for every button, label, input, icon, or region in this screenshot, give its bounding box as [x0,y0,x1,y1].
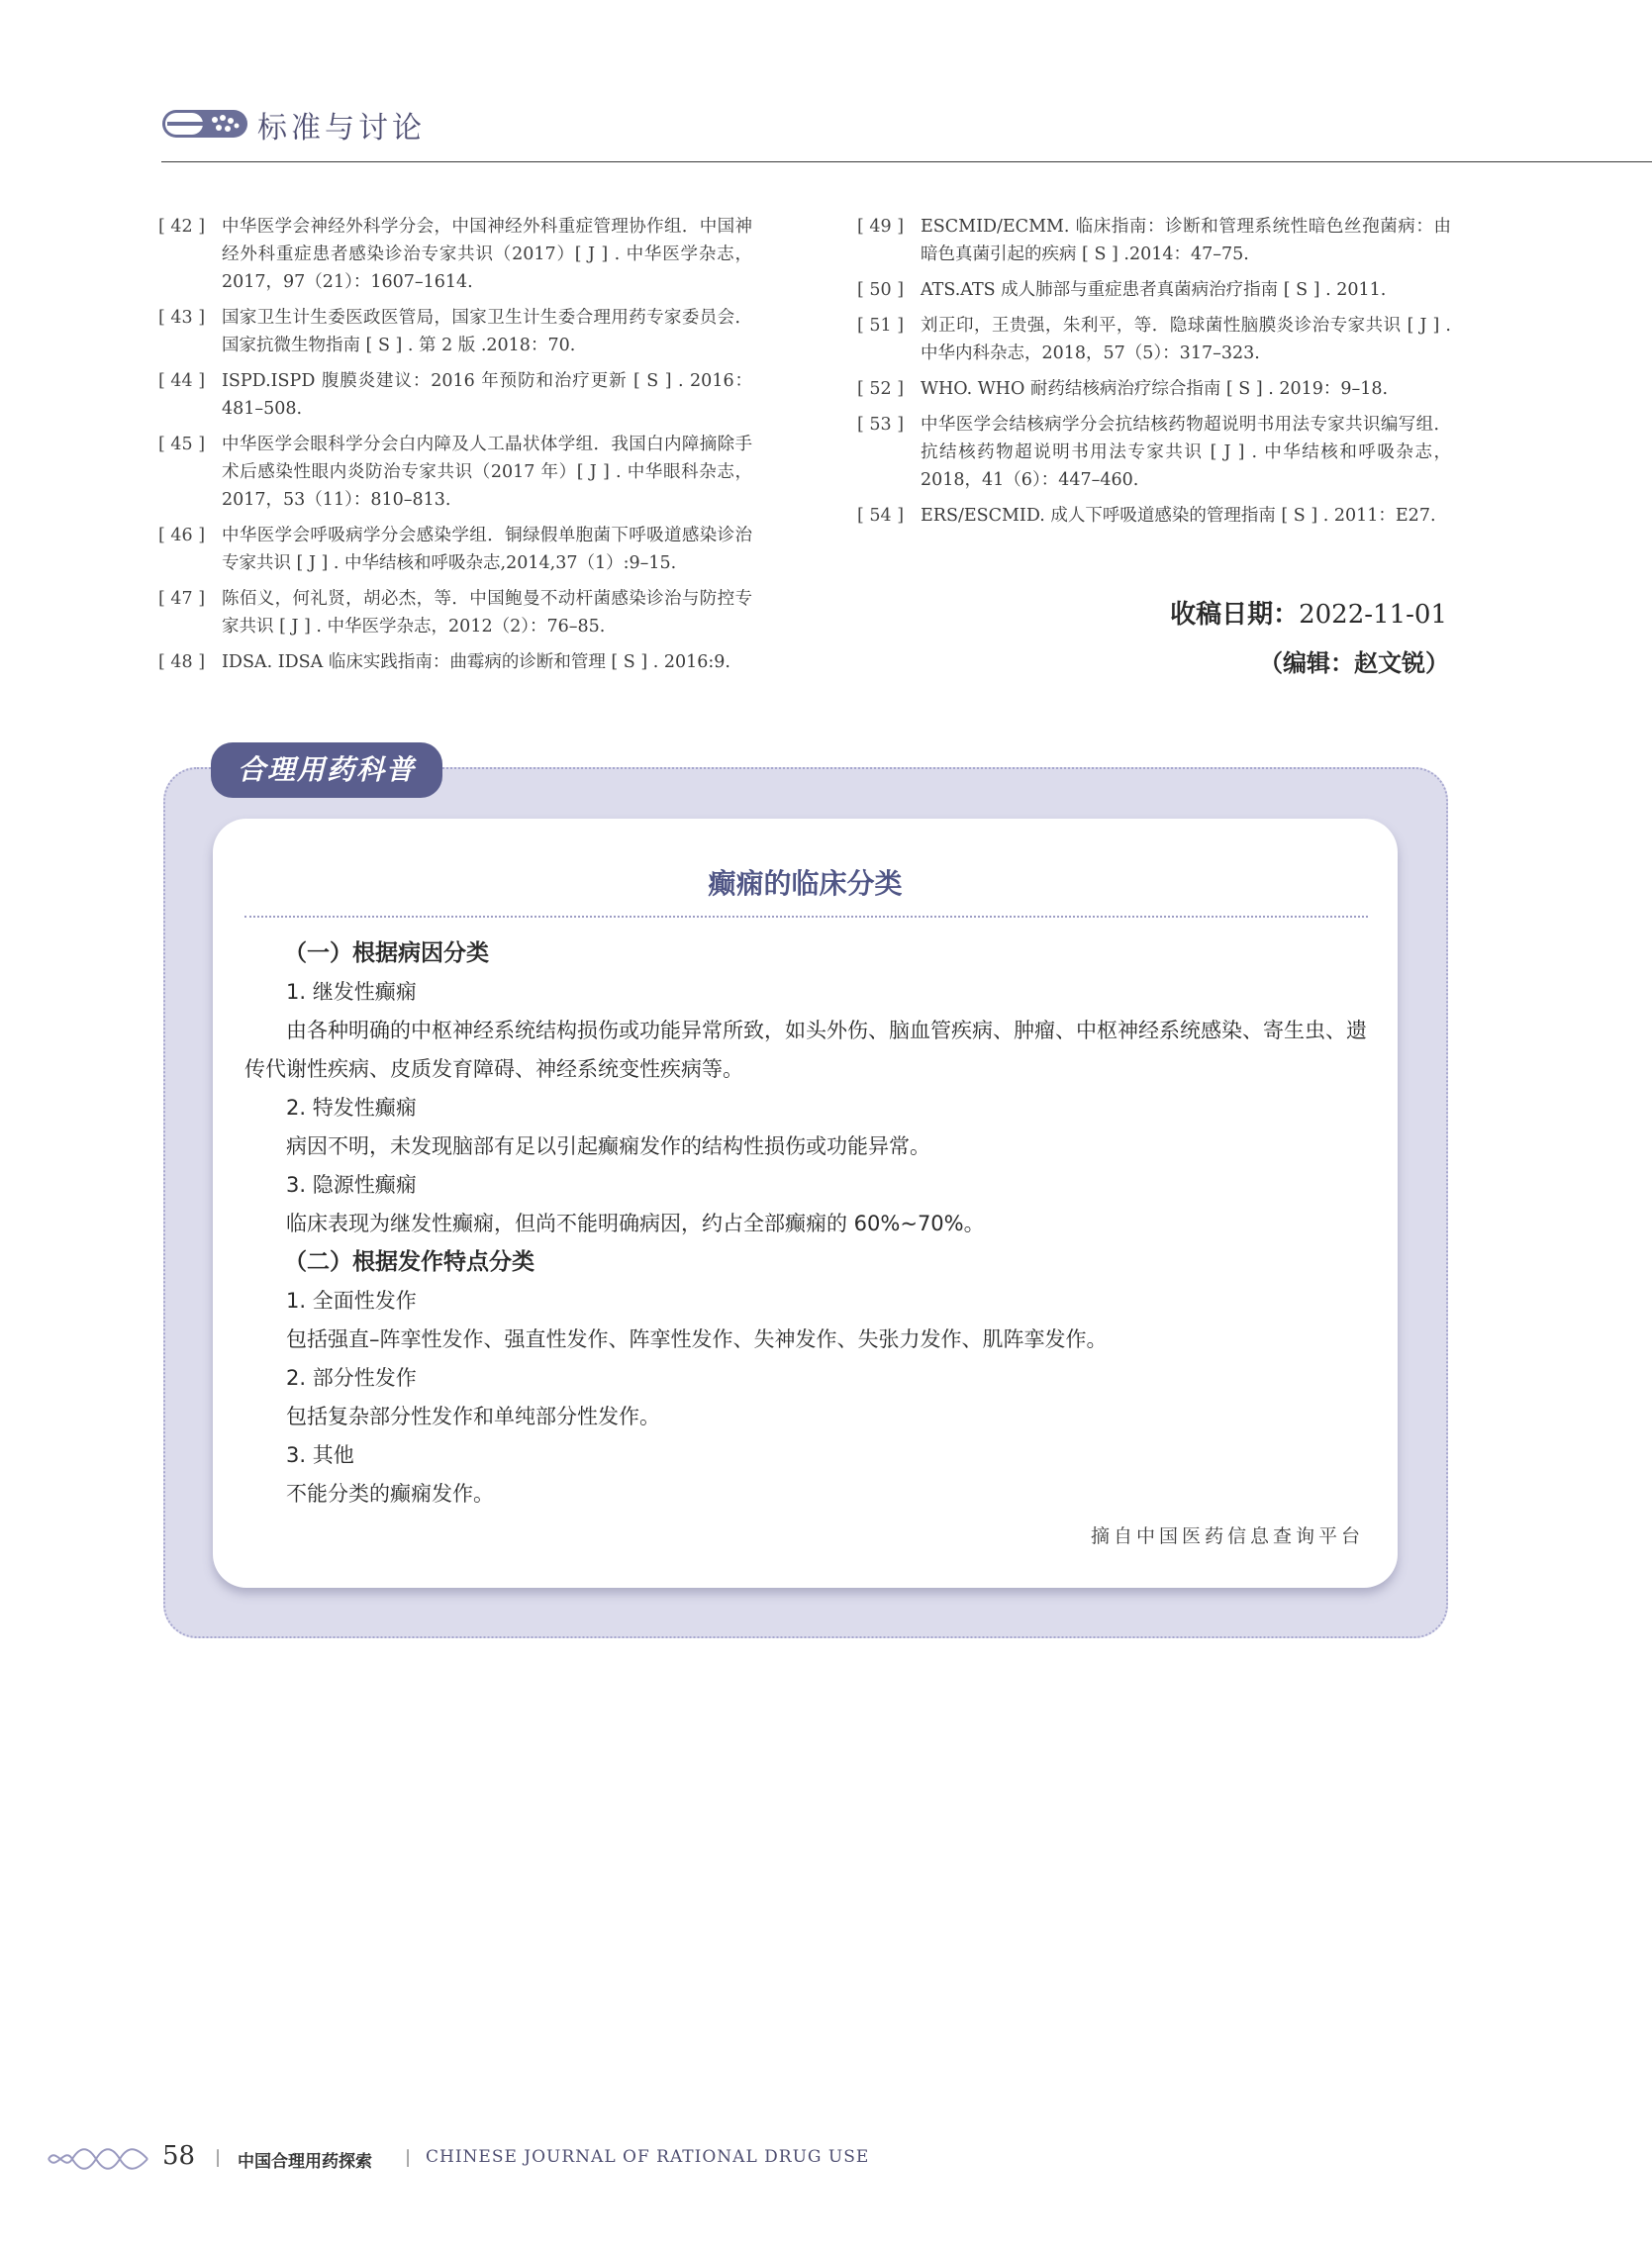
item-description: 不能分类的癫痫发作。 [286,1482,494,1506]
item-heading: 3. 其他 [286,1443,354,1467]
reference-text: IDSA. IDSA 临床实践指南：曲霉病的诊断和管理 [ S ] . 2016:9. [222,652,730,672]
item-heading: 1. 继发性癫痫 [286,980,417,1004]
reference-item [158,367,752,423]
reference-text: 刘正印，王贵强，朱利平，等．隐球菌性脑膜炎诊治专家共识 [ J ] . 中华内科杂志，2018，57（5）：317–323. [921,316,1451,363]
reference-item [857,312,1451,367]
references-left-column [158,213,752,684]
received-date-value: 2022-11-01 [1299,600,1447,630]
reference-item [158,522,752,577]
item-heading: 3. 隐源性癫痫 [286,1173,417,1197]
reference-text: 中华医学会结核病学分会抗结核药物超说明书用法专家共识编写组．抗结核药物超说明书用法专家共识 [ J ] . 中华结核和呼吸杂志，2018，41（6）：447–460. [921,415,1451,490]
card-body [244,934,1368,1514]
source-note: 摘自中国医药信息查询平台 [1090,1525,1364,1547]
card-divider [244,916,1368,918]
reference-number: [ 49 ] [857,217,905,237]
reference-item [857,411,1451,494]
reference-text: 中华医学会眼科学分会白内障及人工晶状体学组．我国白内障摘除手术后感染性眼内炎防治专家共识（2017 年）[ J ] . 中华眼科杂志，2017，53（11）：810–813. [222,435,752,510]
item-description: 包括强直–阵挛性发作、强直性发作、阵挛性发作、失神发作、失张力发作、肌阵挛发作。 [286,1327,1108,1351]
reference-number: [ 50 ] [857,280,905,300]
card-title: 癫痫的临床分类 [708,867,903,900]
reference-item [857,276,1451,304]
section-heading: （一）根据病因分类 [284,940,489,966]
reference-number: [ 42 ] [158,217,206,237]
reference-text: 中华医学会神经外科学分会，中国神经外科重症管理协作组．中国神经外科重症患者感染诊治专家共识（2017）[ J ] . 中华医学杂志，2017，97（21）：1607–1614. [222,217,752,292]
received-date [1170,594,1447,631]
reference-text: 陈佰义，何礼贤，胡必杰，等．中国鲍曼不动杆菌感染诊治与防控专家共识 [ J ] . 中华医学杂志，2012（2）：76–85. [222,589,752,637]
reference-number: [ 51 ] [857,316,905,336]
item-description: 包括复杂部分性发作和单纯部分性发作。 [286,1405,660,1428]
science-box-tab: 合理用药科普 [211,742,442,798]
header-divider [161,161,1652,162]
reference-text: WHO. WHO 耐药结核病治疗综合指南 [ S ] . 2019：9–18. [921,379,1389,399]
reference-number: [ 45 ] [158,435,206,454]
item-heading: 1. 全面性发作 [286,1289,417,1313]
reference-text: 中华医学会呼吸病学分会感染学组．铜绿假单胞菌下呼吸道感染诊治专家共识 [ J ] . 中华结核和呼吸杂志,2014,37（1）:9–15. [222,526,752,573]
reference-number: [ 44 ] [158,371,206,391]
dna-wave-icon [47,2148,149,2170]
footer-separator: | [405,2147,412,2168]
reference-number: [ 54 ] [857,506,905,526]
item-description: 临床表现为继发性癫痫，但尚不能明确病因，约占全部癫痫的 60%~70%。 [286,1212,985,1235]
page-number: 58 [162,2141,196,2171]
reference-item [158,648,752,676]
reference-item [158,304,752,359]
reference-number: [ 43 ] [158,308,206,328]
references-right-column [857,213,1451,538]
reference-item [158,585,752,640]
reference-item [857,213,1451,268]
editor-credit: （编辑：赵文锐） [1259,648,1449,677]
reference-number: [ 53 ] [857,415,905,435]
journal-name-cn: 中国合理用药探索 [238,2152,372,2172]
reference-number: [ 46 ] [158,526,206,545]
reference-text: ISPD.ISPD 腹膜炎建议：2016 年预防和治疗更新 [ S ] . 2016：481–508. [222,371,752,419]
pill-logo-icon [161,107,248,141]
reference-text: ATS.ATS 成人肺部与重症患者真菌病治疗指南 [ S ] . 2011. [921,280,1387,300]
item-description: 由各种明确的中枢神经系统结构损伤或功能异常所致，如头外伤、脑血管疾病、肿瘤、中枢神经系统感染、寄生虫、遗传代谢性疾病、皮质发育障碍、神经系统变性疾病等。 [244,1019,1367,1081]
reference-text: ESCMID/ECMM. 临床指南：诊断和管理系统性暗色丝孢菌病：由暗色真菌引起的疾病 [ S ] .2014：47–75. [921,217,1451,264]
page-footer [47,2141,1036,2174]
item-heading: 2. 部分性发作 [286,1366,417,1390]
reference-number: [ 52 ] [857,379,905,399]
reference-item [857,375,1451,403]
reference-text: 国家卫生计生委医政医管局，国家卫生计生委合理用药专家委员会．国家抗微生物指南 [ S ] . 第 2 版 .2018：70. [222,308,752,355]
received-label: 收稿日期： [1170,600,1300,630]
reference-item [857,502,1451,530]
reference-number: [ 48 ] [158,652,206,672]
journal-name-en: CHINESE JOURNAL OF RATIONAL DRUG USE [426,2147,870,2167]
section-title: 标准与讨论 [257,111,426,146]
reference-number: [ 47 ] [158,589,206,609]
item-description: 病因不明，未发现脑部有足以引起癫痫发作的结构性损伤或功能异常。 [286,1134,930,1158]
science-box-card [213,819,1398,1588]
reference-item [158,213,752,296]
item-heading: 2. 特发性癫痫 [286,1096,417,1120]
footer-separator: | [215,2147,222,2168]
page-header [161,101,1652,150]
reference-item [158,431,752,514]
reference-text: ERS/ESCMID. 成人下呼吸道感染的管理指南 [ S ] . 2011：E27. [921,506,1436,526]
section-heading: （二）根据发作特点分类 [284,1249,534,1275]
